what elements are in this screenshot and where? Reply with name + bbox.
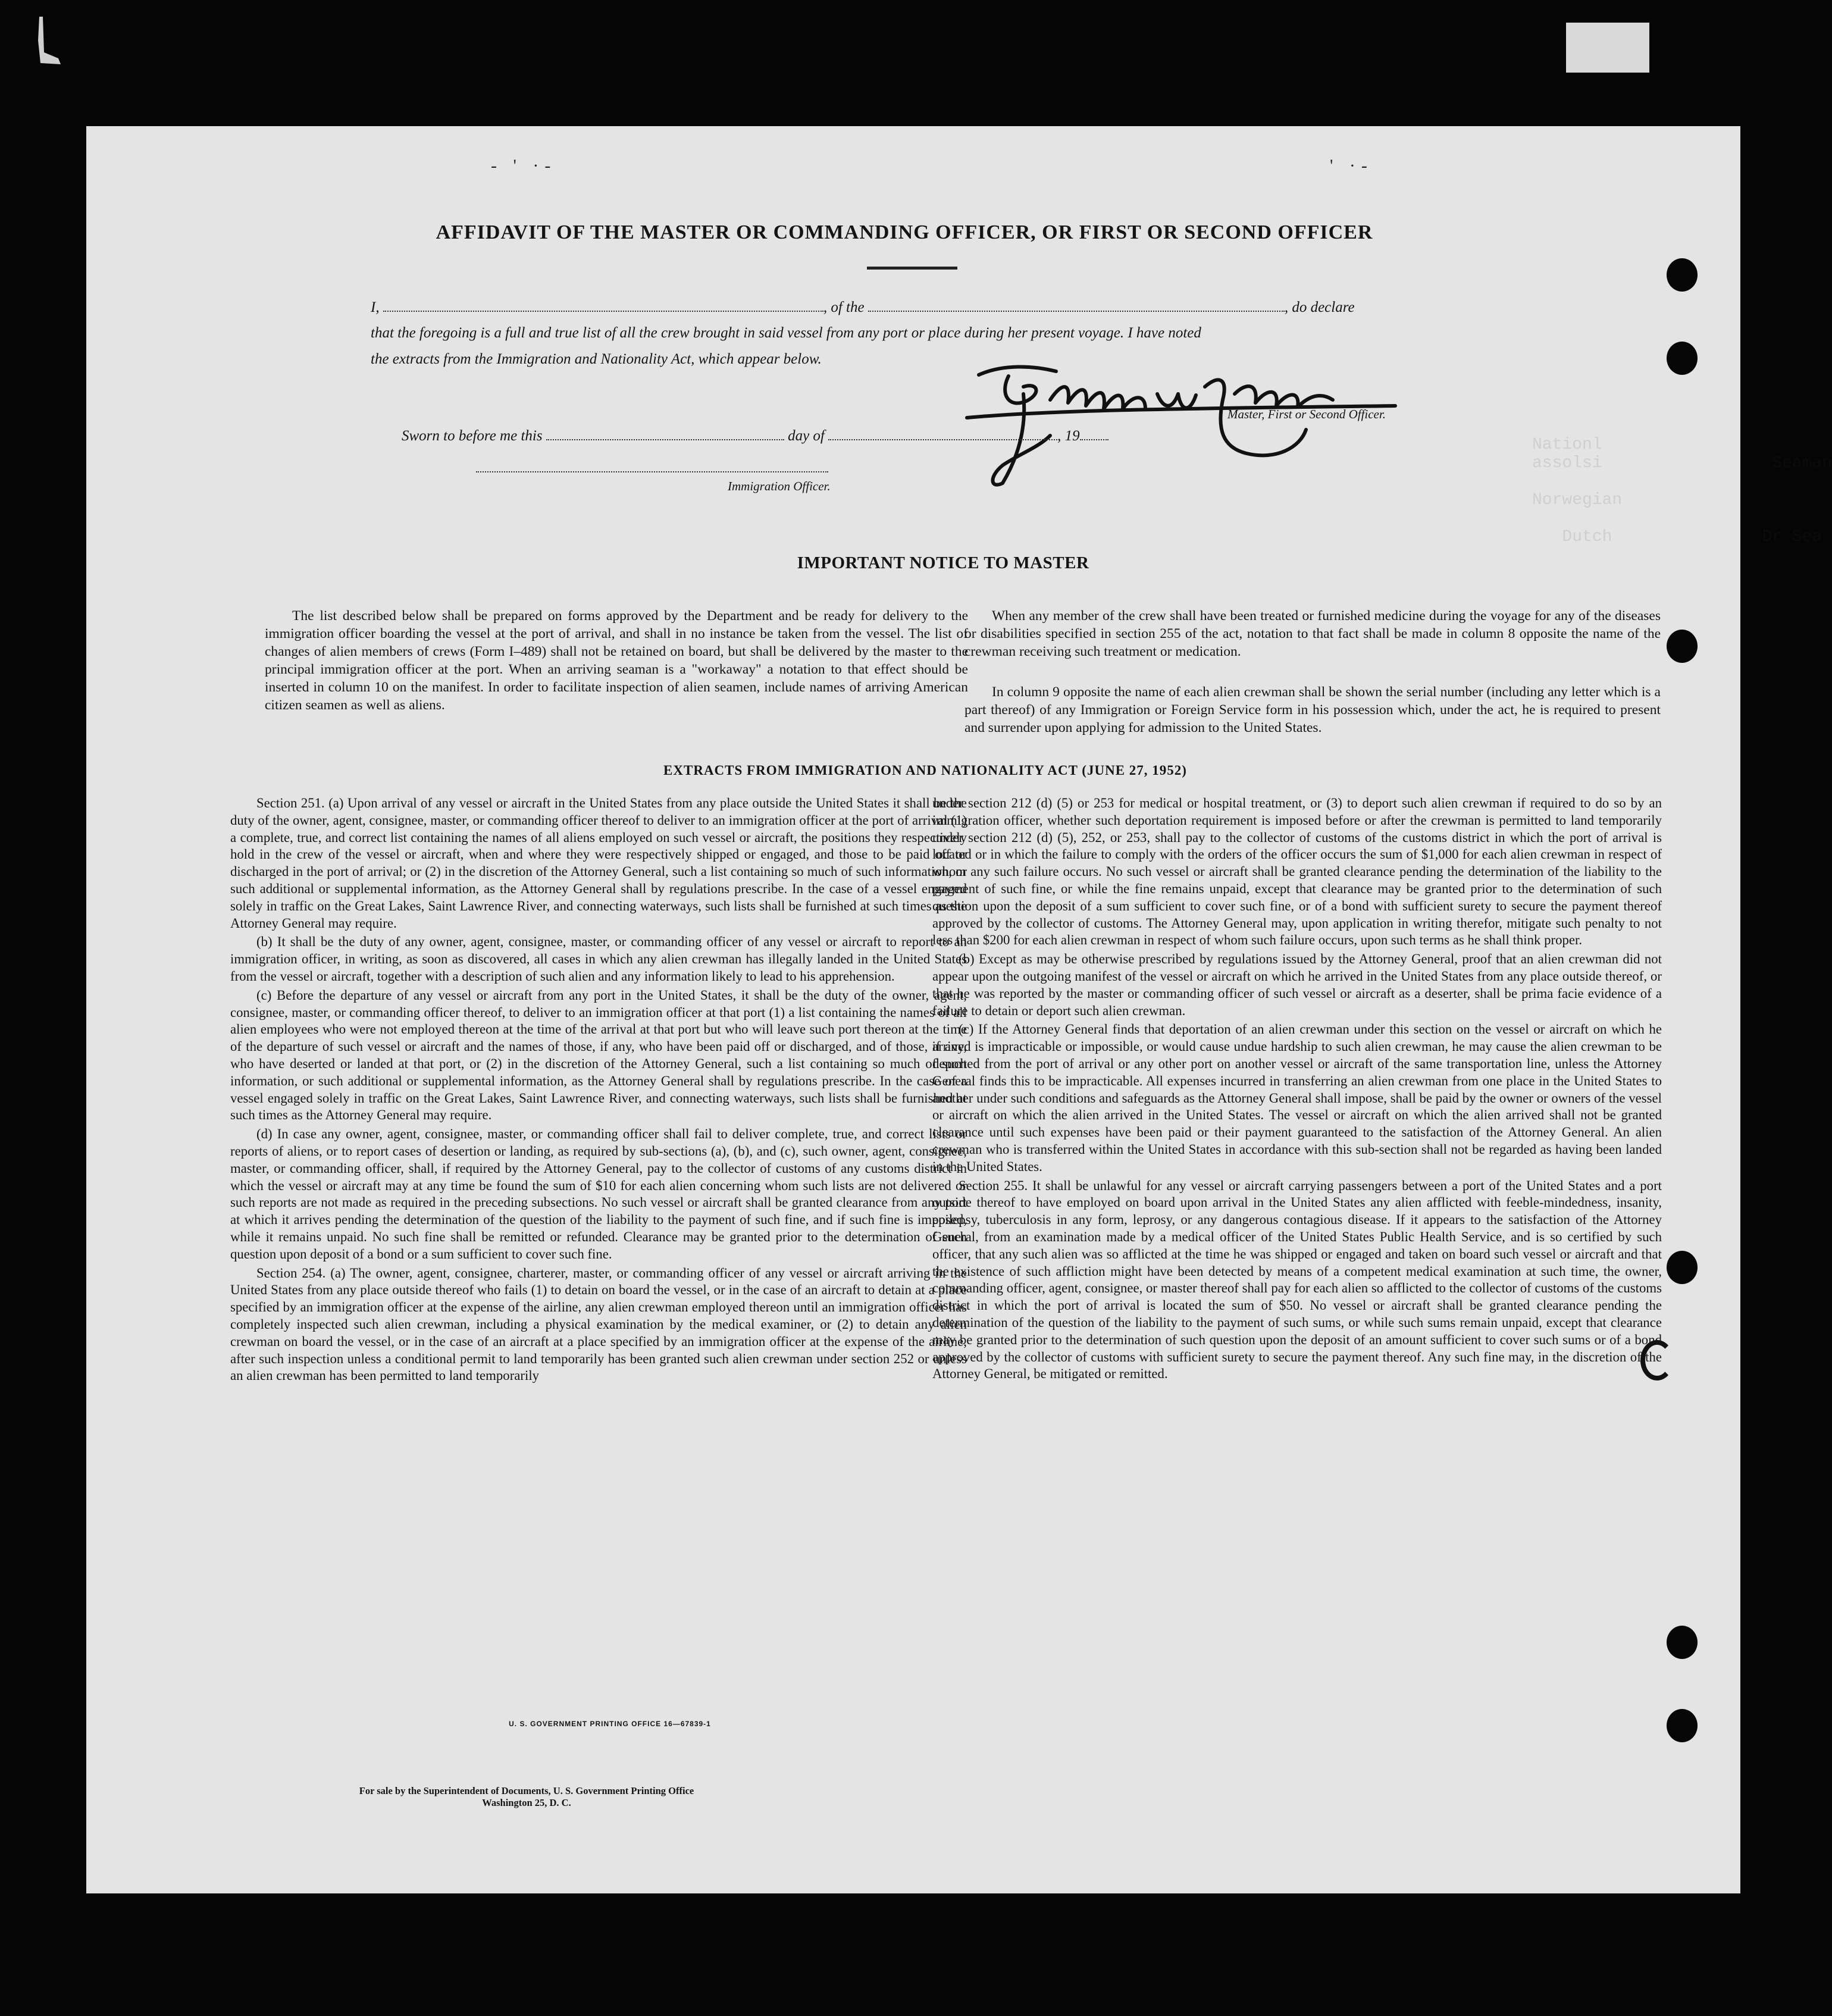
extracts-left-column [230,795,967,1386]
declaration-line-3: the extracts from the Immigration and Nationality Act, which appear below. [371,351,822,367]
notice-title: IMPORTANT NOTICE TO MASTER [797,553,1089,572]
scan-speck: ' ·- [1330,156,1373,176]
bleed-through-text: Nationl assolsi Seaman Norwegian Dutch Dr Sea [1532,436,1832,546]
immigration-officer-signature-line[interactable] [476,471,828,472]
section-251-b: (b) It shall be the duty of any owner, agent, consignee, master, or commanding officer of any vessel or aircraft to report to an immigration officer, in writing, as soon as discovered, all cases in which any alien crewman has illegally landed in the United States from the vessel or aircraft, together with a description of such alien and any information likely to lead to his apprehension. [230,934,967,984]
signature-title-label: Master, First or Second Officer. [1227,407,1386,421]
declaration-i-label: I, [371,299,380,315]
sale-line-2: Washington 25, D. C. [482,1797,571,1808]
day-of-label: day of [788,428,825,444]
punch-hole [1667,342,1698,375]
vessel-name-field[interactable] [868,299,1285,312]
punch-hole [1667,1626,1698,1659]
section-251-d: (d) In case any owner, agent, consignee, master, or commanding officer shall fail to deliver complete, true, and correct lists or reports of aliens, or to report cases of desertion or landing, as required by sub-sections (a), (b), and (c), such owner, agent, consignee, master, or commanding officer, shall, if required by the Attorney General, pay to the collector of customs of any customs district in which the vessel or aircraft may at any time be found the sum of $10 for each alien concerning whom such lists are not delivered or such reports are not made as required in the preceding subsections. No such vessel or aircraft shall be granted clearance from any port at which it arrives pending the determination of the question of the liability to the payment of such fine, and if such fine is imposed, while it remains unpaid. No such fine shall be remitted or refunded. Clearance may be granted prior to the determination of such question upon deposit of a bond or a sum sufficient to cover such fine. [230,1126,967,1261]
notice-left-paragraph: The list described below shall be prepared on forms approved by the Department and be ready for delivery to the immigration officer boarding the vessel at the port of arrival, and shall in no instance be taken from the vessel. The list of changes of alien members of crews (Form I–489) shall not be retained on board, but shall be delivered by the master to the principal immigration officer at the port. When an arriving seaman is a "workaway" a notation to that effect should be inserted in column 10 on the manifest. In order to facilitate inspection of alien seamen, include names of arriving American citizen seamen as well as aliens. [265,608,968,713]
of-the-label: , of the [823,299,865,315]
gpo-imprint: U. S. GOVERNMENT PRINTING OFFICE 16—67839-1 [509,1720,711,1728]
sworn-month-field[interactable] [828,427,1057,440]
section-255: Section 255. It shall be unlawful for any vessel or aircraft carrying passengers between a port of the United States and a port outside thereof to have employed on board upon arrival in the United States any alien afflicted with feeble-mindedness, insanity, epilepsy, tuberculosis in any form, leprosy, or any dangerous contagious disease. If it appears to the satisfaction of the Attorney General, from an examination made by a medical officer of the United States Public Health Service, and is so certified by such officer, that any such alien was so afflicted at the time he was shipped or engaged and taken on board such vessel or aircraft and that the existence of such affliction might have been detected by means of a competent medical examination at such time, the owner, commanding officer, agent, consignee, or master thereof shall pay for each alien so afflicted to the collector of customs of the customs district in which the port of arrival is located the sum of $50. No vessel or aircraft shall be granted clearance pending the determination of the question of the liability to the payment of such sums, or while such sums remain unpaid, except that clearance may be granted prior to the determination of such question upon the deposit of an amount sufficient to cover such sums or of a bond approved by the collector of customs with sufficient surety to secure the payment thereof. Any such fine may, in the discretion of the Attorney General, be mitigated or remitted. [932,1178,1662,1382]
sworn-line [402,427,1108,444]
immigration-officer-label: Immigration Officer. [728,479,831,493]
scan-speck: - ' ·- [491,156,557,176]
sworn-label: Sworn to before me this [402,428,543,444]
section-254-a-continued: under section 212 (d) (5) or 253 for medical or hospital treatment, or (3) to deport such alien crewman if required to do so by an immigration officer, whether such deportation requirement is imposed before or after the crewman is permitted to land temporarily under section 212 (d) (5), 252, or 253, shall pay to the collector of customs of the customs district in which the port of arrival is located or in which the failure to comply with the orders of the officer occurs the sum of $1,000 for each alien crewman in respect of whom any such failure occurs. No such vessel or aircraft shall be granted clearance pending the determination of the liability to the payment of such fine, or while the fine remains unpaid, except that clearance may be granted prior to the determination of such question upon the deposit of a sum sufficient to cover such fine, or of a bond with sufficient surety to secure the payment thereof approved by the collector of customs. The Attorney General may, upon application in writing therefor, mitigate such penalty to not less than $200 for each alien crewman in respect of whom such failure occurs, upon such terms as he shall think proper. [932,796,1662,948]
notice-right-paragraph-1: When any member of the crew shall have been treated or furnished medicine during the voyage for any of the diseases or disabilities specified in section 255 of the act, notation to that fact shall be made in column 8 opposite the name of the crewman receiving such treatment or medication. [964,608,1661,659]
section-251-c: (c) Before the departure of any vessel or aircraft from any port in the United States, it shall be the duty of the owner, agent, consignee, master, or commanding officer thereof, to deliver to an immigration officer at that port (1) a list containing the names of all alien employees who were not employed thereon at the time of the arrival at that port but who will leave such port thereon at the time of the departure of such vessel or aircraft and the names of those, if any, who have been paid off or discharged, and of those, if any, who have deserted or landed at that port, or (2) in the discretion of the Attorney General, such a list containing so much of such information, or such additional or supplemental information, as the Attorney General shall by regulations prescribe. In the case of a vessel engaged solely in traffic on the Great Lakes, Saint Lawrence River, and connecting waterways, such lists shall be furnished at such times as the Attorney General may require. [230,987,967,1123]
punch-hole [1667,258,1698,292]
scan-corner-mark [35,17,64,70]
declare-label: , do declare [1284,299,1355,315]
sale-notice [86,1785,967,1809]
declarant-name-field[interactable] [383,299,823,312]
punch-hole [1667,1251,1698,1284]
title-rule [867,267,957,270]
section-251-a: Section 251. (a) Upon arrival of any vessel or aircraft in the United States from any place outside the United States it shall be the duty of the owner, agent, consignee, master, or commanding officer thereof to deliver to an immigration officer at the port of arrival (1) a complete, true, and correct list containing the names of all aliens employed on such vessel or aircraft, the positions they respectively hold in the crew of the vessel or aircraft, when and where they were respectively shipped or engaged, and those to be paid off or discharged in the port of arrival; or (2) in the discretion of the Attorney General, such a list containing so much of such information, or such additional or supplemental information, as the Attorney General shall by regulations prescribe. In the case of a vessel engaged solely in traffic on the Great Lakes, Saint Lawrence River, and connecting waterways, such lists shall be furnished at such times as the Attorney General may require. [230,796,967,931]
punch-hole [1667,630,1698,663]
section-254-a: Section 254. (a) The owner, agent, consignee, charterer, master, or commanding officer of any vessel or aircraft arriving in the United States from any place outside thereof who fails (1) to detain on board the vessel, or in the case of an aircraft to detain at a place specified by an immigration officer at the expense of the airline, any alien crewman employed thereon until an immigration officer has completely inspected such alien crewman, including a physical examination by the medical examiner, or (2) to detain any alien crewman on board the vessel, or in the case of an aircraft at a place specified by an immigration officer at the expense of the airline, after such inspection unless a conditional permit to land temporarily has been granted such alien crewman under section 252 or unless an alien crewman has been permitted to land temporarily [230,1265,967,1383]
extracts-right-column [932,795,1662,1385]
extracts-title: EXTRACTS FROM IMMIGRATION AND NATIONALITY ACT (JUNE 27, 1952) [663,763,1187,778]
sale-line-1: For sale by the Superintendent of Documents, U. S. Government Printing Office [359,1785,694,1796]
handwritten-signature [967,358,1407,495]
sworn-year-field[interactable] [1080,427,1108,440]
year-label: , 19 [1057,428,1080,444]
scan-border-tab [1566,23,1649,73]
declaration-line-2: that the foregoing is a full and true list of all the crew brought in said vessel from any port or place during her present voyage. I have noted [371,325,1201,341]
section-254-b: (b) Except as may be otherwise prescribed by regulations issued by the Attorney General, proof that an alien crewman did not appear upon the outgoing manifest of the vessel or aircraft on which he arrived in the United States from any place outside thereof, or that he was reported by the master or commanding officer of such vessel or aircraft as a deserter, shall be prima facie evidence of a failure to detain or deport such alien crewman. [932,951,1662,1018]
sworn-day-field[interactable] [546,427,784,440]
form-page [86,126,1832,1893]
punch-hole [1667,1709,1698,1742]
affidavit-title: AFFIDAVIT OF THE MASTER OR COMMANDING OFFICER, OR FIRST OR SECOND OFFICER [436,221,1373,243]
section-254-c: (c) If the Attorney General finds that deportation of an alien crewman under this section on the vessel or aircraft on which he arrived is impracticable or impossible, or would cause undue hardship to such alien crewman, he may cause the alien crewman to be deported from the port of arrival or any other port on another vessel or aircraft of the same transportation line, unless the Attorney General finds this to be impracticable. All expenses incurred in transferring an alien crewman from one place in the United States to another under such conditions and safeguards as the Attorney General shall impose, shall be paid by the owner or owners of the vessel or aircraft on which the alien arrived in the United States. The vessel or aircraft on which the alien arrived shall not be granted clearance until such expenses have been paid or their payment guaranteed to the satisfaction of the Attorney General. An alien crewman who is transferred within the United States in accordance with this sub-section shall not be regarded as having been landed in the United States. [932,1022,1662,1174]
notice-right-paragraph-2: In column 9 opposite the name of each alien crewman shall be shown the serial number (including any letter which is a part thereof) of any Immigration or Foreign Service form in his possession which, under the act, he is required to present and surrender upon applying for admission to the United States. [964,684,1661,735]
declaration-line-1 [371,299,1355,316]
